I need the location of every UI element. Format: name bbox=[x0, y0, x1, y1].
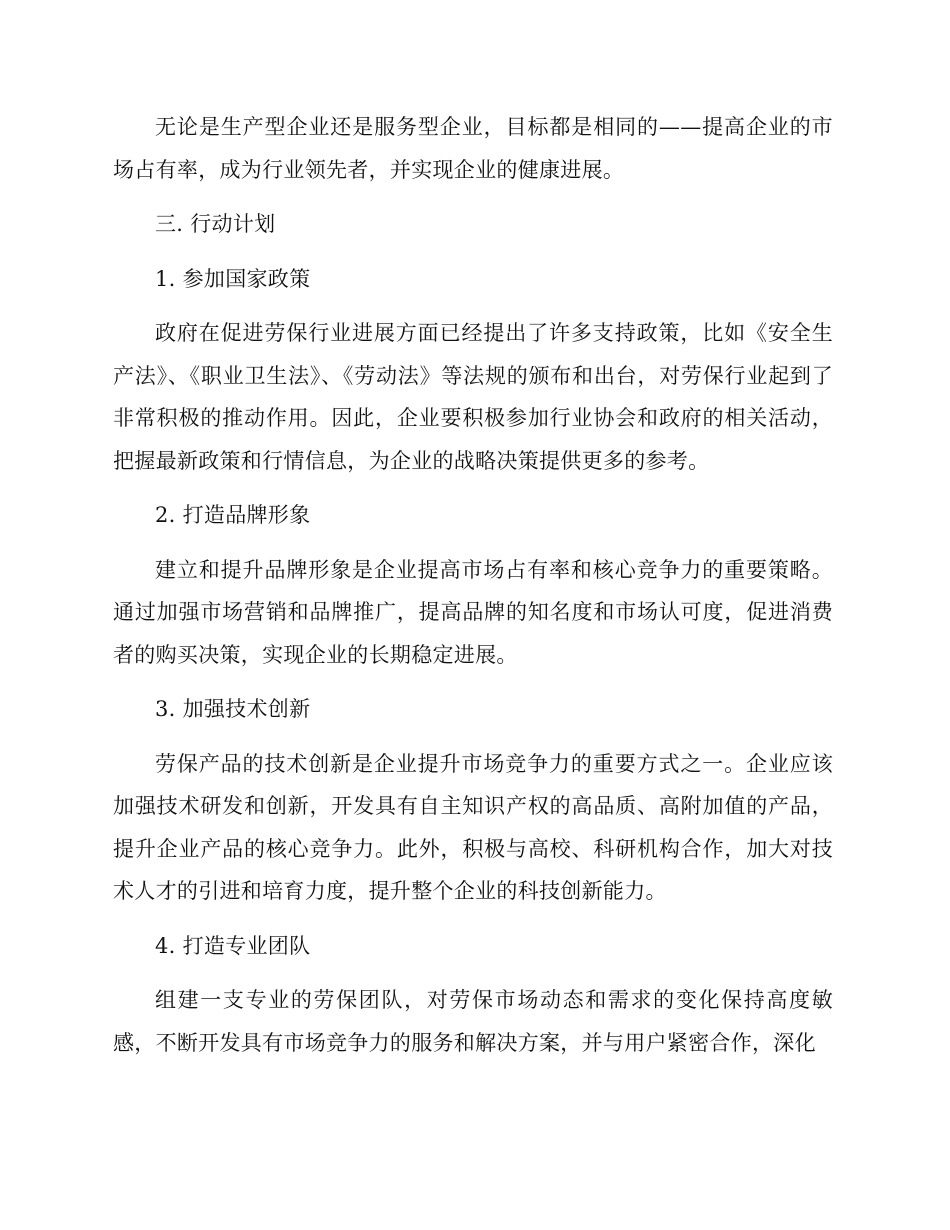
section-heading-action-plan: 三. 行动计划 bbox=[155, 212, 276, 236]
subheading-professional-team: 4. 打造专业团队 bbox=[155, 933, 311, 958]
paragraph-market-goal: 无论是生产型企业还是服务型企业，目标都是相同的——提高企业的市场占有率，成为行业领先者，并实现企业的健康进展。 bbox=[113, 115, 833, 182]
subheading-brand-image: 2. 打造品牌形象 bbox=[155, 503, 311, 527]
paragraph-professional-team: 组建一支专业的劳保团队，对劳保市场动态和需求的变化保持高度敏感，不断开发具有市场竞争力的服务和解决方案，并与用户紧密合作，深化 bbox=[113, 988, 833, 1055]
subheading-tech-innovation: 3. 加强技术创新 bbox=[155, 697, 311, 721]
document-body bbox=[113, 106, 833, 1076]
paragraph-tech-innovation: 劳保产品的技术创新是企业提升市场竞争力的重要方式之一。企业应该加强技术研发和创新，开发具有自主知识产权的高品质、高附加值的产品，提升企业产品的核心竞争力。此外，积极与高校、科研机构合作，加大对技术人才的引进和培育力度，提升整个企业的科技创新能力。 bbox=[113, 751, 833, 903]
paragraph-national-policy: 政府在促进劳保行业进展方面已经提出了许多支持政策，比如《安全生产法》、《职业卫生法》、《劳动法》等法规的颁布和出台，对劳保行业起到了非常积极的推动作用。因此，企业要积极参加行业协会和政府的相关活动，把握最新政策和行情信息，为企业的战略决策提供更多的参考。 bbox=[113, 321, 833, 473]
paragraph-brand-image: 建立和提升品牌形象是企业提高市场占有率和核心竞争力的重要策略。通过加强市场营销和品牌推广，提高品牌的知名度和市场认可度，促进消费者的购买决策，实现企业的长期稳定进展。 bbox=[113, 557, 833, 667]
subheading-national-policy: 1. 参加国家政策 bbox=[155, 266, 311, 291]
